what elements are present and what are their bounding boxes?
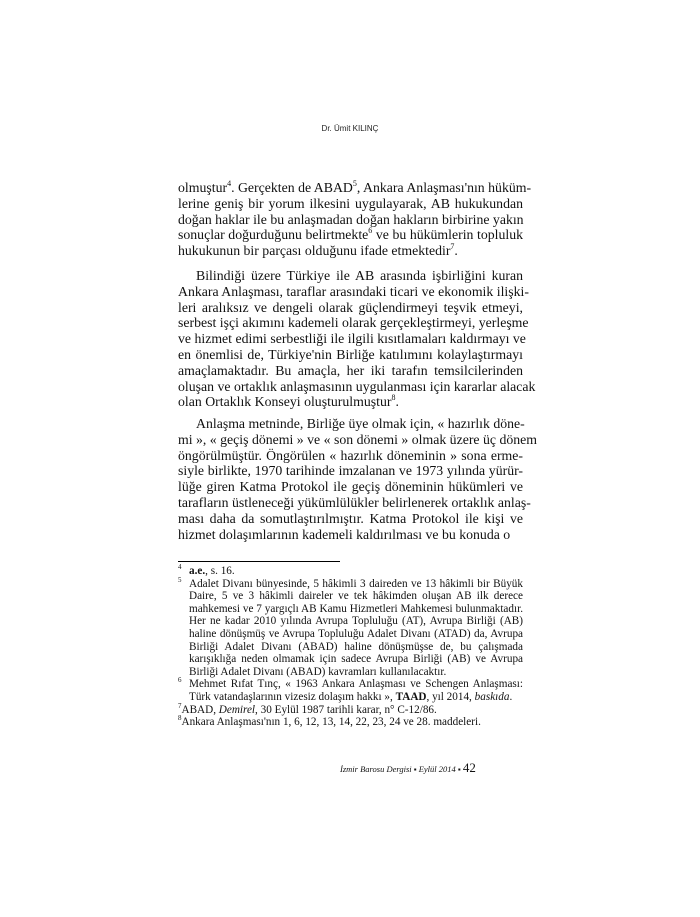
text-line — [178, 678, 523, 691]
text-line — [178, 378, 536, 395]
text-run: , yıl 2014, — [426, 690, 475, 703]
footnote-number: 4 — [178, 563, 182, 571]
text-line — [178, 227, 523, 243]
text-run: ve bu hükümlerin topluluk — [372, 227, 524, 243]
separator-icon: ▪ — [457, 765, 461, 774]
bold-text: TAAD — [395, 690, 427, 703]
paragraph-1 — [178, 179, 532, 259]
text-run: sonuçlar doğurduğunu belirtmekte — [178, 227, 369, 243]
page-number: 42 — [462, 760, 476, 775]
footnote-reference: 7 — [450, 242, 455, 252]
text-run: , s. 16. — [205, 565, 235, 577]
footnote-reference: 5 — [352, 179, 357, 188]
text-line — [178, 590, 523, 603]
text-run: . — [454, 243, 458, 259]
text-run: Mehmet Rıfat Tınç, « 1963 Ankara Anlaşması ve Schengen Anlaşması: — [189, 678, 523, 691]
text-line — [178, 565, 523, 578]
text-run: öngörülmüştür. Öngörülen « hazırlık döneminin » sona erme- — [178, 447, 523, 463]
issue-date: Eylül 2014 — [418, 764, 456, 774]
text-line — [178, 691, 523, 704]
text-run: siyle birlikte, 1970 tarihinde imzalanan ve 1973 yılında yürür- — [178, 463, 523, 479]
text-line — [178, 666, 523, 679]
text-line — [178, 494, 531, 511]
text-run: doğan haklar ile bu anlaşmadan doğan hakların birbirine yakın — [178, 211, 524, 227]
text-run: Bilindiği üzere Türkiye ile AB arasında işbirliğini kuran — [196, 268, 523, 283]
text-run: Birliği Adalet Divanı (ABAD) kavramları kullanılacaktır. — [189, 665, 447, 678]
text-line — [178, 511, 523, 527]
footnote-5 — [178, 575, 523, 679]
text-line — [178, 394, 523, 410]
footnote-4 — [178, 565, 523, 578]
italic-text: baskıda — [474, 690, 510, 703]
text-line — [178, 431, 538, 448]
text-line — [178, 416, 523, 432]
text-run: haline dönüşmüş ve Avrupa Topluluğu Adalet Divanı (ATAD) da, Avrupa — [189, 627, 523, 640]
text-run: amaçlamaktadır. Bu amaçla, her iki tarafın temsilcilerinden — [178, 362, 523, 378]
text-line — [178, 243, 523, 259]
journal-name: İzmir Barosu Dergisi — [340, 764, 412, 774]
text-line — [178, 363, 523, 379]
footnote-number: 8 — [178, 714, 182, 723]
text-line — [178, 268, 523, 284]
text-line — [178, 603, 523, 616]
text-run: Anlaşma metninde, Birliğe üye olmak için, « hazırlık döne- — [196, 416, 525, 431]
text-line — [178, 283, 529, 300]
footnote-number: 7 — [178, 701, 182, 710]
text-run: . — [395, 394, 399, 410]
text-run: Daire, 5 ve 3 hâkimli daireler ve tek hâkimden oluşan AB ilk derece — [189, 590, 523, 603]
text-run: , 30 Eylül 1987 tarihli karar, n° C-12/86. — [255, 703, 437, 716]
text-run: . Gerçekten de ABAD — [231, 180, 353, 195]
text-line — [178, 479, 523, 495]
text-line — [178, 448, 523, 464]
text-line — [178, 575, 523, 591]
text-line — [178, 653, 523, 666]
footnote-6 — [178, 678, 523, 703]
text-run: olan Ortaklık Konseyi oluşturulmuştur — [178, 394, 392, 410]
text-run: ABAD, — [181, 703, 219, 716]
text-line — [178, 615, 523, 628]
text-line — [178, 331, 526, 347]
text-run: mahkemesi ve 7 yargıçlı AB Kamu Hizmetleri Mahkemesi bulunmaktadır. — [189, 602, 523, 615]
paragraph-3 — [178, 416, 538, 542]
text-line — [178, 212, 523, 228]
text-run: Her ne kadar 2010 yılında Avrupa Topluluğu (AT), Avrupa Birliği (AB) — [189, 615, 523, 628]
footnote-number: 5 — [178, 575, 182, 584]
text-run: Türk vatandaşlarının vizesiz dolaşım hakkı », — [189, 690, 396, 703]
text-run: olmuştur — [178, 180, 228, 195]
text-line — [178, 527, 523, 543]
text-run: lerine geniş bir yorum ilkesini uygulayarak, AB hukukundan — [178, 195, 523, 211]
page-footer — [340, 760, 476, 776]
text-line — [178, 196, 523, 212]
footnote-reference: 6 — [368, 226, 373, 236]
text-run: hizmet dolaşımlarının kademeli kaldırılması ve bu konuda o — [178, 526, 511, 542]
text-run: ve hizmet edimi serbestliği ile ilgili kısıtlamaları kaldırmayı ve — [178, 331, 526, 347]
text-line — [178, 179, 532, 196]
text-run: en önemlisi de, Türkiye'nin Birliğe katılımını kolaylaştırmayı — [178, 346, 523, 362]
text-run: . — [509, 690, 513, 703]
bold-text: a.e. — [189, 565, 206, 577]
text-run: karışıklığa neden olmamak için sadece Avrupa Birliği (AB) ve Avrupa — [189, 653, 523, 666]
footnote-reference: 4 — [227, 179, 232, 188]
text-run: lüğe giren Katma Protokol ile geçiş döneminin hükümleri ve — [178, 479, 523, 495]
running-header: Dr. Ümit KILINÇ — [321, 124, 379, 133]
text-run: tarafların üstleneceği yükümlülükler belirlenerek ortaklık anlaş- — [178, 494, 531, 510]
text-run: , Ankara Anlaşması'nın hüküm- — [356, 180, 532, 195]
footnote-divider — [178, 561, 340, 562]
footnote-number: 6 — [178, 676, 182, 685]
text-line — [178, 347, 523, 363]
text-run: oluşan ve ortaklık anlaşmasının uygulanması için kararlar alacak — [178, 378, 536, 394]
text-run: serbest işçi akımını kademeli olarak gerçekleştirmeyi, yerleşme — [178, 315, 529, 331]
footnote-8 — [178, 716, 523, 729]
text-line — [178, 716, 523, 729]
footnotes — [178, 565, 523, 729]
text-run: ması daha da somutlaştırılmıştır. Katma Protokol ile kişi ve — [178, 510, 523, 526]
text-line — [178, 463, 523, 479]
text-line — [178, 628, 523, 641]
paragraph-2 — [178, 268, 536, 410]
text-run: Birliği Adalet Divanı (ABAD) haline dönüşmüşse de, bu çalışmada — [189, 640, 523, 653]
separator-icon: ▪ — [413, 765, 417, 774]
footnote-marker — [178, 575, 182, 591]
text-run: Ankara Anlaşması'nın 1, 6, 12, 13, 14, 22, 23, 24 ve 28. maddeleri. — [181, 716, 481, 729]
text-line — [178, 300, 523, 316]
text-run: Adalet Divanı bünyesinde, 5 hâkimli 3 daireden ve 13 hâkimli bir Büyük — [189, 577, 523, 590]
text-run: leri aralıksız ve dengeli olarak güçlendirmeyi teşvik etmeyi, — [178, 299, 523, 315]
footnote-marker — [178, 678, 182, 691]
text-line — [178, 701, 523, 717]
text-run: mi », « geçiş dönemi » ve « son dönemi » olmak üzere üç dönem — [178, 431, 538, 447]
text-line — [178, 315, 529, 331]
footnote-reference: 8 — [391, 393, 396, 403]
text-run: hukukunun bir parçası olduğunu ifade etmektedir — [178, 243, 451, 259]
text-line — [178, 641, 523, 654]
italic-text: Demirel — [218, 703, 256, 716]
text-run: Ankara Anlaşması, taraflar arasındaki ticari ve ekonomik ilişki- — [178, 283, 529, 299]
footnote-7 — [178, 701, 523, 717]
